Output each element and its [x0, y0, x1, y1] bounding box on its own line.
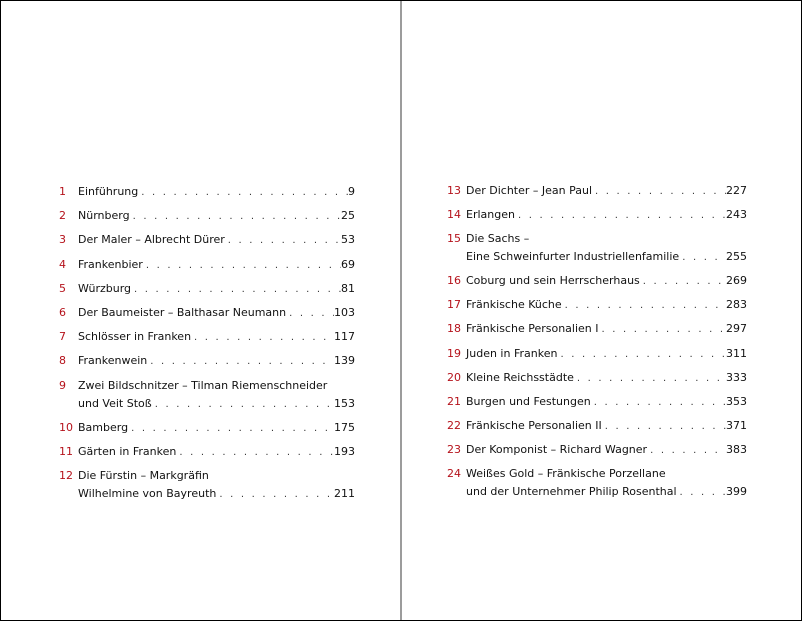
chapter-number: 24: [447, 467, 461, 481]
toc-entry: [59, 207, 355, 226]
chapter-title-line: Weißes Gold – Fränkische Porzellane: [466, 467, 666, 481]
chapter-title-line: Gärten in Franken: [78, 444, 177, 458]
chapter-title-line: Fränkische Personalien II: [466, 418, 602, 432]
toc-entry: [447, 320, 747, 339]
toc-entry: [447, 417, 747, 436]
toc-entry: [59, 256, 355, 275]
chapter-title-line: Würzburg: [78, 281, 132, 295]
chapter-number: 6: [59, 305, 66, 319]
chapter-title-line: Der Dichter – Jean Paul: [466, 184, 593, 197]
chapter-number: 8: [59, 354, 66, 368]
table-of-contents-left: [59, 183, 355, 509]
toc-entry: [59, 443, 355, 462]
chapter-title-line: Eine Schweinfurter Industriellenfamilie: [466, 250, 680, 264]
dot-leader: [640, 273, 726, 291]
chapter-number: 15: [447, 232, 461, 246]
toc-entry: [59, 419, 355, 438]
dot-leader: [216, 486, 334, 504]
page-number: 193: [334, 444, 355, 458]
page-number: 269: [726, 274, 747, 288]
page-number: 383: [726, 442, 747, 456]
chapter-title-line: Zwei Bildschnitzer – Tilman Riemenschneider: [78, 378, 328, 392]
chapter-number: 1: [59, 185, 66, 198]
chapter-title-line: Fränkische Personalien I: [466, 322, 599, 336]
toc-entry: [447, 465, 747, 502]
chapter-title-line: Frankenwein: [78, 354, 148, 368]
chapter-title-line: Juden in Franken: [466, 346, 558, 360]
page-number: 399: [726, 485, 747, 499]
chapter-number: 10: [59, 420, 73, 434]
toc-entry: [447, 272, 747, 291]
chapter-number: 7: [59, 330, 66, 344]
chapter-number: 18: [447, 322, 461, 336]
toc-entry: [447, 441, 747, 460]
dot-leader: [152, 396, 334, 414]
chapter-number: 20: [447, 370, 461, 384]
chapter-title-line: Die Fürstin – Markgräfin: [78, 469, 209, 483]
chapter-title-line: Burgen und Festungen: [466, 394, 591, 408]
toc-entry: [59, 280, 355, 299]
page-number: 175: [334, 420, 355, 434]
chapter-number: 12: [59, 469, 73, 483]
dot-leader: [602, 418, 726, 436]
dot-leader: [515, 207, 726, 225]
page-number: 311: [726, 346, 747, 360]
page-number: 353: [726, 394, 747, 408]
chapter-number: 17: [447, 298, 461, 312]
chapter-title-line: und Veit Stoß: [78, 396, 152, 410]
dot-leader: [147, 353, 334, 371]
toc-entry: [59, 352, 355, 371]
left-page: [1, 1, 401, 620]
chapter-title-line: Erlangen: [466, 208, 515, 222]
chapter-number: 13: [447, 184, 461, 197]
toc-entry: [447, 296, 747, 315]
toc-entry: [59, 304, 355, 323]
dot-leader: [591, 394, 726, 412]
chapter-number: 9: [59, 378, 66, 392]
chapter-title-line: Die Sachs –: [466, 232, 530, 246]
dot-leader: [574, 370, 726, 388]
chapter-number: 16: [447, 274, 461, 288]
toc-entry: [447, 182, 747, 201]
toc-entry: [447, 393, 747, 412]
page-number: 211: [334, 487, 355, 501]
dot-leader: [647, 442, 726, 460]
chapter-title-line: Wilhelmine von Bayreuth: [78, 487, 217, 501]
toc-entry: [447, 206, 747, 225]
dot-leader: [130, 208, 341, 226]
dot-leader: [677, 484, 726, 502]
chapter-title-line: und der Unternehmer Philip Rosenthal: [466, 485, 677, 499]
chapter-number: 4: [59, 257, 66, 271]
chapter-number: 11: [59, 444, 73, 458]
toc-entry: [59, 231, 355, 250]
dot-leader: [143, 257, 341, 275]
toc-entry: [447, 345, 747, 364]
page-number: 333: [726, 370, 747, 384]
toc-entry: [59, 328, 355, 347]
page-number: 283: [726, 298, 747, 312]
dot-leader: [128, 420, 334, 438]
toc-entry: [447, 230, 747, 267]
toc-entry: [59, 377, 355, 414]
page-number: 227: [726, 184, 747, 197]
chapter-title-line: Einführung: [78, 185, 139, 198]
dot-leader: [592, 183, 726, 201]
chapter-title-line: Bamberg: [78, 420, 129, 434]
page-number: 53: [341, 233, 355, 247]
dot-leader: [679, 249, 726, 267]
chapter-title-line: Der Maler – Albrecht Dürer: [78, 233, 225, 247]
chapter-title-line: Der Komponist – Richard Wagner: [466, 442, 648, 456]
chapter-title-line: Der Baumeister – Balthasar Neumann: [78, 305, 287, 319]
chapter-title-line: Fränkische Küche: [466, 298, 562, 312]
page-number: 103: [334, 305, 355, 319]
chapter-number: 3: [59, 233, 66, 247]
dot-leader: [557, 346, 726, 364]
page-number: 371: [726, 418, 747, 432]
page-number: 255: [726, 250, 747, 264]
page-number: 139: [334, 354, 355, 368]
chapter-number: 19: [447, 346, 461, 360]
page-number: 69: [341, 257, 355, 271]
dot-leader: [599, 321, 727, 339]
chapter-title-line: Kleine Reichsstädte: [466, 370, 574, 384]
chapter-number: 21: [447, 394, 461, 408]
page-number: 81: [341, 281, 355, 295]
chapter-number: 14: [447, 208, 461, 222]
page-number: 117: [334, 330, 355, 344]
dot-leader: [131, 281, 341, 299]
page-number: 153: [334, 396, 355, 410]
toc-entry: [59, 183, 355, 202]
chapter-number: 22: [447, 418, 461, 432]
dot-leader: [176, 444, 334, 462]
chapter-number: 2: [59, 209, 66, 223]
toc-entry: [59, 467, 355, 504]
dot-leader: [138, 184, 348, 202]
right-page: [402, 1, 801, 620]
chapter-number: 5: [59, 281, 66, 295]
toc-entry: [447, 369, 747, 388]
chapter-number: 23: [447, 442, 461, 456]
chapter-title-line: Schlösser in Franken: [78, 330, 192, 344]
dot-leader: [225, 232, 341, 250]
chapter-title-line: Nürnberg: [78, 209, 130, 223]
dot-leader: [286, 305, 334, 323]
page-number: 243: [726, 208, 747, 222]
table-of-contents-right: [447, 182, 747, 507]
page-number: 9: [348, 185, 355, 198]
chapter-title-line: Frankenbier: [78, 257, 143, 271]
page-number: 25: [341, 209, 355, 223]
chapter-title-line: Coburg und sein Herrscherhaus: [466, 274, 640, 288]
dot-leader: [562, 297, 726, 315]
page-number: 297: [726, 322, 747, 336]
dot-leader: [191, 329, 334, 347]
